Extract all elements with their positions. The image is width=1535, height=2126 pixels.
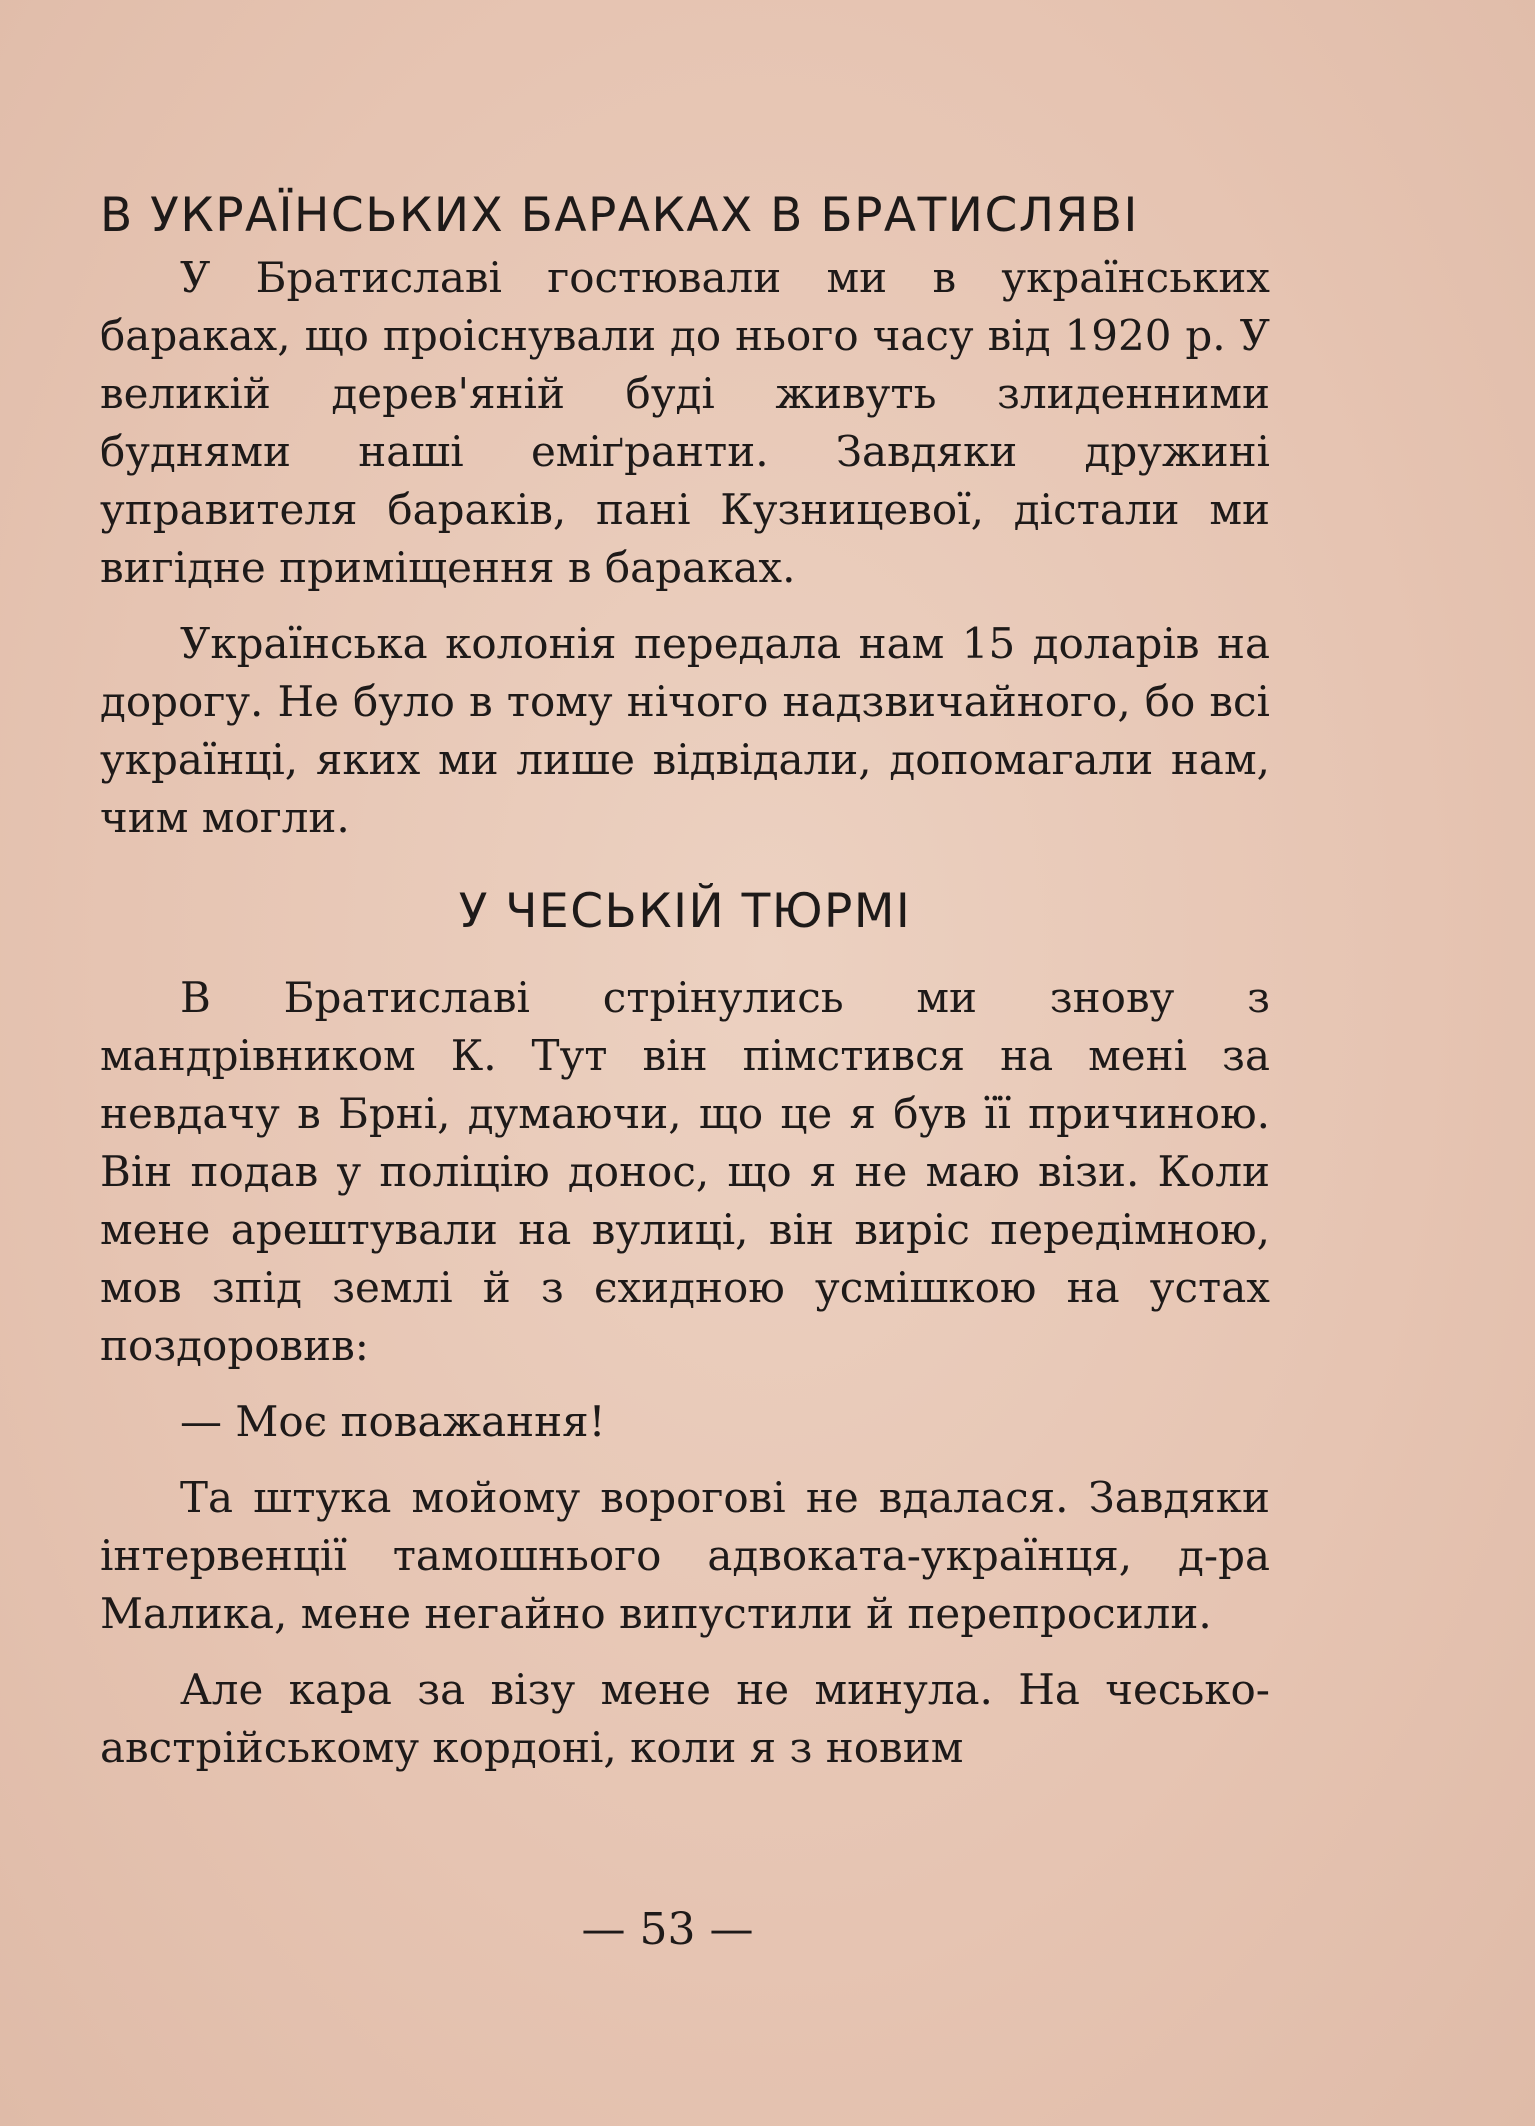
- section-title-prison: У ЧЕСЬКІЙ ТЮРМІ: [458, 884, 912, 939]
- section-title-barracks: В УКРАЇНСЬКИХ БАРАКАХ В БРАТИСЛЯВІ: [100, 188, 1139, 243]
- page-body: [100, 185, 1270, 1795]
- paragraph: — Моє поважання!: [180, 1397, 606, 1446]
- paragraph: Та штука мойому ворогові не вдалася. Завдяки інтервенції тамошнього адвоката-українця, д-ра Малика, мене негайно випустили й перепросили.: [100, 1473, 1270, 1638]
- page-number: — 53 —: [581, 1904, 754, 1955]
- paragraph: Українська колонія передала нам 15 доларів на дорогу. Не було в тому нічого надзвичайного, бо всі українці, яких ми лише відвідали, допомагали нам, чим могли.: [100, 619, 1270, 842]
- paragraph: У Братиславі гостювали ми в українських бараках, що проіснували до нього часу від 1920 р. У великій дерев'яній буді живуть злиденними буднями наші еміґранти. Завдяки дружині управителя бараків, пані Кузницевої, дістали ми вигідне приміщення в бараках.: [100, 253, 1270, 592]
- paragraph: В Братиславі стрінулись ми знову з мандрівником К. Тут він пімстився на мені за невдачу в Брні, думаючи, що це я був її причиною. Він подав у поліцію донос, що я не маю візи. Коли мене арештували на вулиці, він виріс передімною, мов зпід землі й з єхидною усмішкою на устах поздоровив:: [100, 973, 1270, 1370]
- paragraph: Але кара за візу мене не минула. На чесько-австрійському кордоні, коли я з новим: [100, 1665, 1270, 1772]
